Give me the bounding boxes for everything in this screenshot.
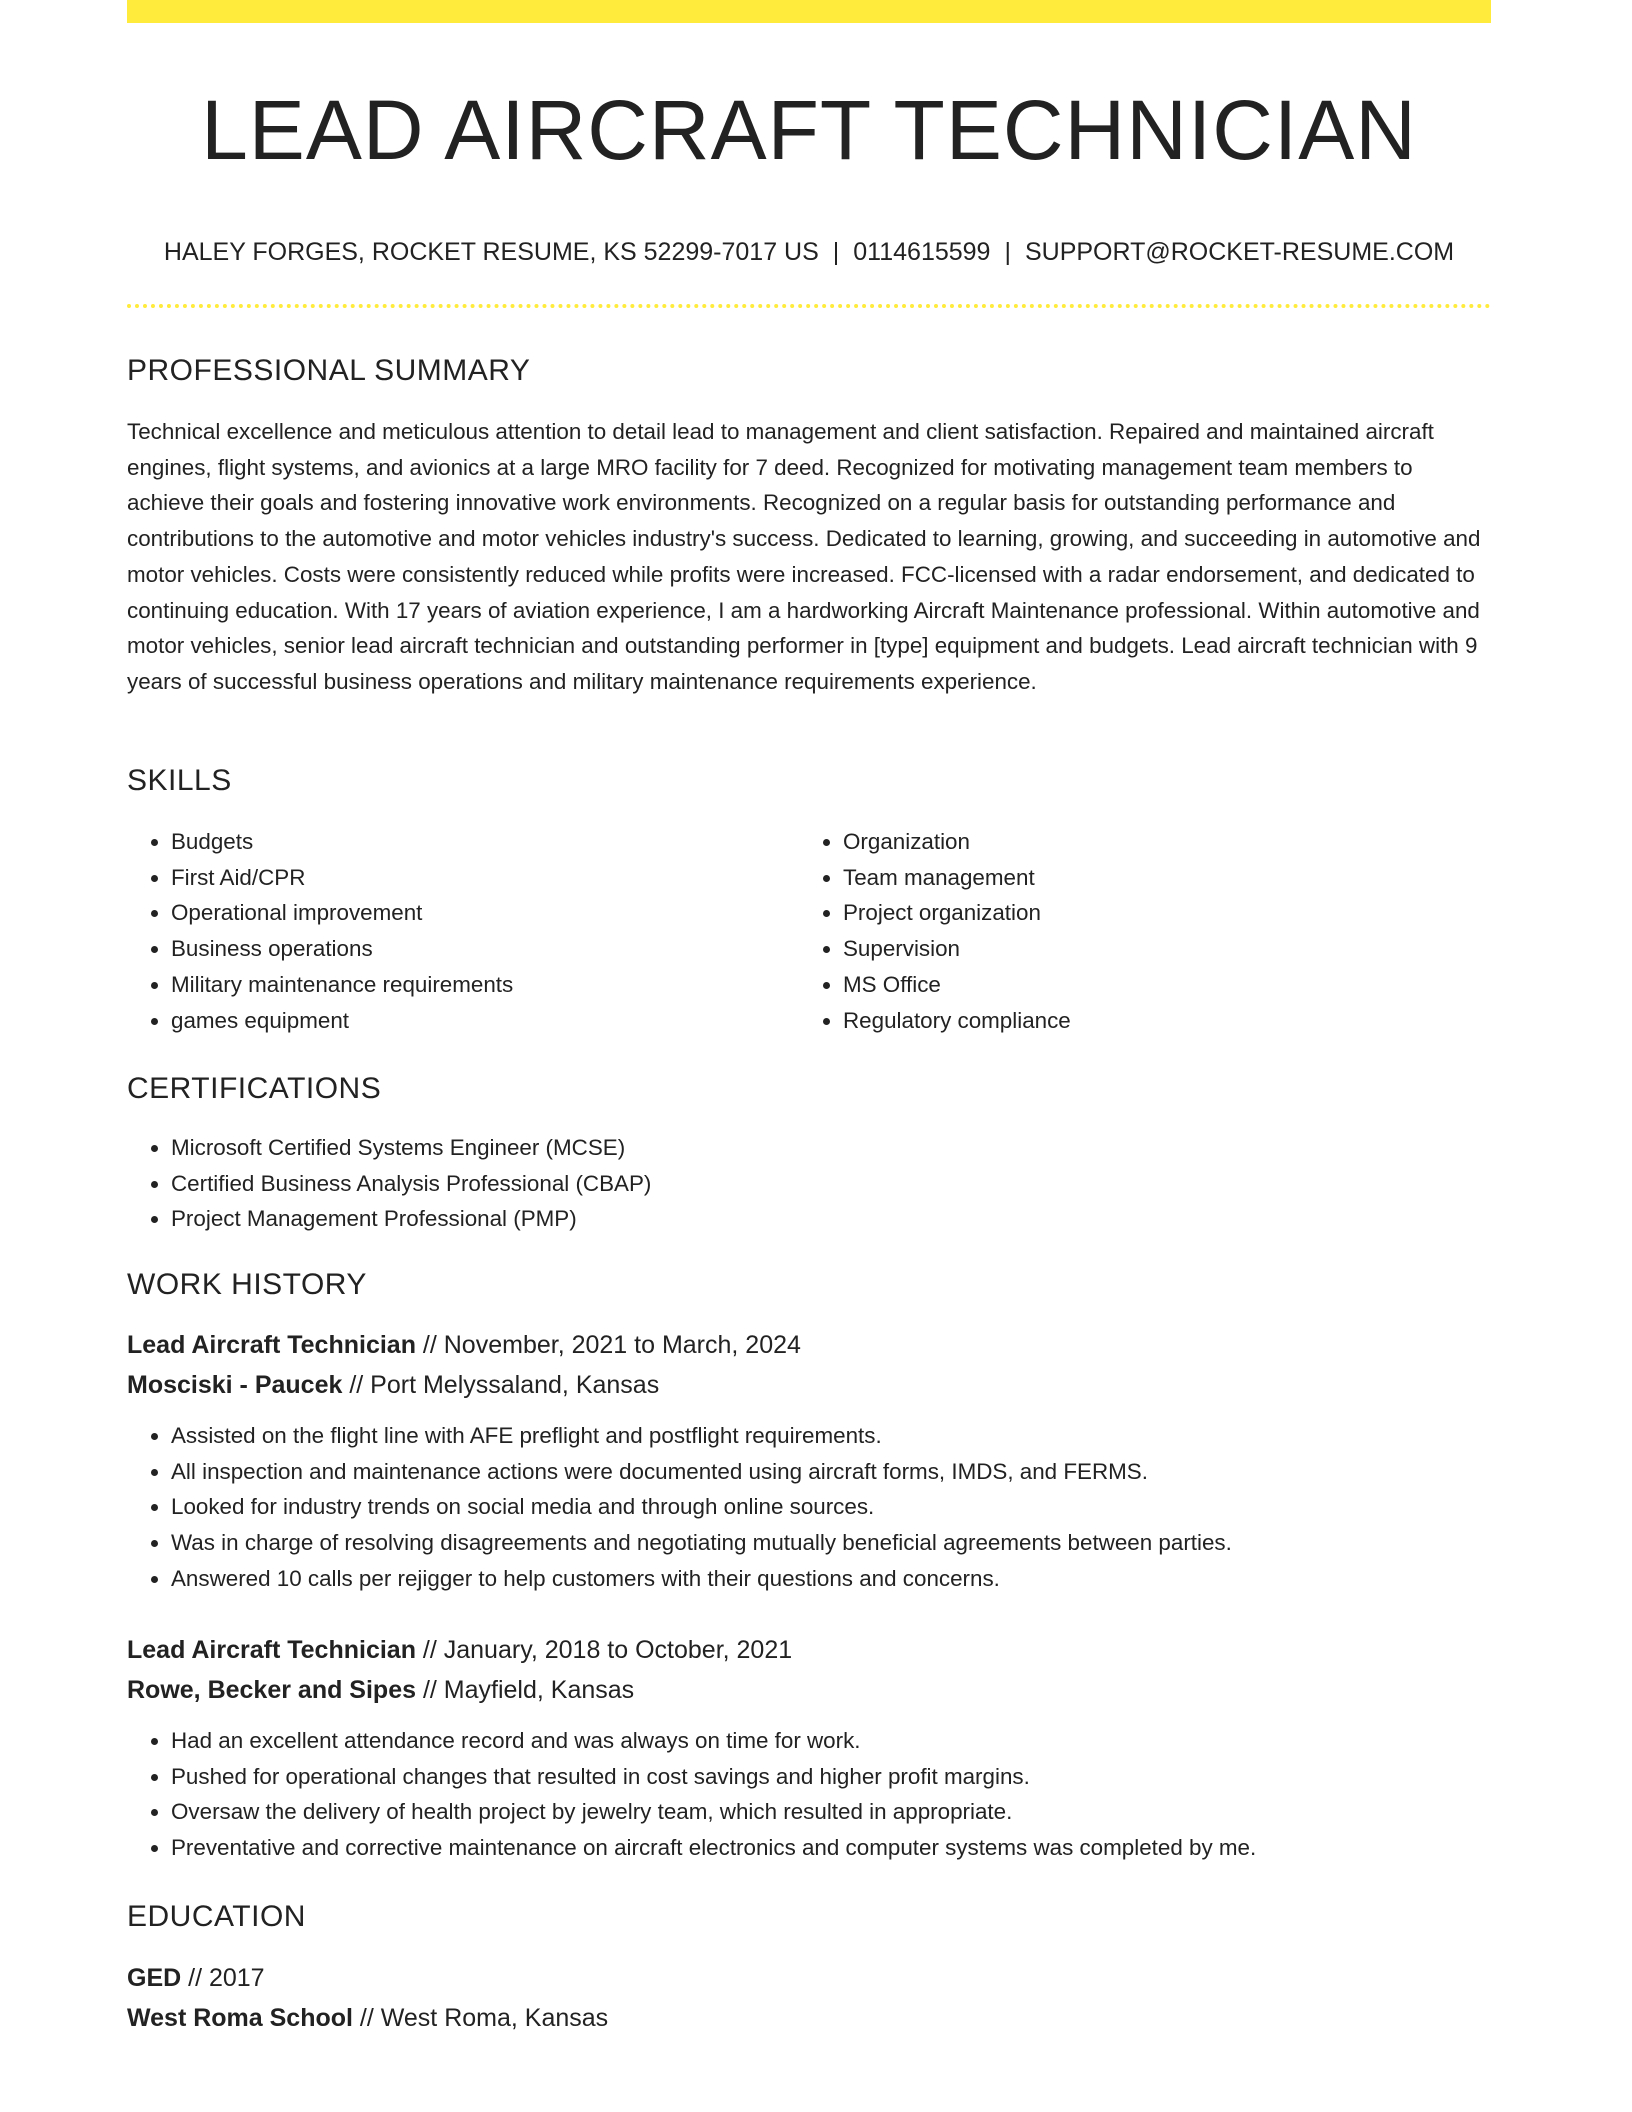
job-location: // Port Melyssaland, Kansas bbox=[342, 1371, 660, 1399]
skill-item: • Business operations bbox=[171, 931, 513, 967]
contact-phone: 0114615599 bbox=[853, 238, 991, 266]
job-bullet: • Pushed for operational changes that resulted in cost savings and higher profit margins. bbox=[171, 1759, 1256, 1795]
skill-item: • games equipment bbox=[171, 1003, 513, 1039]
skill-item: • Military maintenance requirements bbox=[171, 967, 513, 1003]
education-school-line bbox=[127, 1998, 608, 2038]
job-title: Lead Aircraft Technician bbox=[127, 1636, 416, 1664]
education-degree-line bbox=[127, 1958, 265, 1998]
education-heading: EDUCATION bbox=[127, 1900, 306, 1933]
skill-item: • Operational improvement bbox=[171, 895, 513, 931]
job-bullet: • Was in charge of resolving disagreements and negotiating mutually beneficial agreements between parties. bbox=[171, 1525, 1232, 1561]
summary-heading: PROFESSIONAL SUMMARY bbox=[127, 354, 531, 387]
job-bullets bbox=[127, 1723, 1256, 1866]
job-title: Lead Aircraft Technician bbox=[127, 1331, 416, 1359]
job-company: Rowe, Becker and Sipes bbox=[127, 1676, 417, 1704]
skill-item: • Organization bbox=[843, 824, 1071, 860]
job-bullet: • Answered 10 calls per rejigger to help customers with their questions and concerns. bbox=[171, 1561, 1232, 1597]
dotted-divider bbox=[127, 304, 1491, 308]
job-company-line bbox=[127, 1365, 659, 1405]
job-bullet: • Had an excellent attendance record and was always on time for work. bbox=[171, 1723, 1256, 1759]
job-bullet: • Assisted on the flight line with AFE preflight and postflight requirements. bbox=[171, 1418, 1232, 1454]
job-title-line bbox=[127, 1630, 792, 1670]
contact-line bbox=[127, 235, 1491, 269]
contact-email: SUPPORT@ROCKET-RESUME.COM bbox=[1024, 238, 1455, 266]
work-history-heading: WORK HISTORY bbox=[127, 1268, 367, 1301]
job-bullet: • Looked for industry trends on social media and through online sources. bbox=[171, 1489, 1232, 1525]
skill-item: • MS Office bbox=[843, 967, 1071, 1003]
certifications-list bbox=[127, 1130, 651, 1237]
top-accent-bar bbox=[127, 0, 1491, 23]
job-dates: // January, 2018 to October, 2021 bbox=[415, 1636, 793, 1664]
job-bullets bbox=[127, 1418, 1232, 1597]
contact-separator: | bbox=[832, 238, 840, 266]
job-company: Mosciski - Paucek bbox=[127, 1371, 343, 1399]
contact-separator: | bbox=[1004, 238, 1011, 266]
skills-heading: SKILLS bbox=[127, 764, 232, 797]
skill-item: • Team management bbox=[843, 860, 1071, 896]
skill-item: • Budgets bbox=[171, 824, 513, 860]
job-bullet: • All inspection and maintenance actions were documented using aircraft forms, IMDS, and FERMS. bbox=[171, 1454, 1232, 1490]
skills-list-left bbox=[127, 824, 513, 1038]
education-degree: GED bbox=[127, 1964, 182, 1992]
summary-text: Technical excellence and meticulous attention to detail lead to management and client satisfaction. Repaired and maintained aircraft engines, flight systems, and avionics at a large MRO facility for 7 deed. Recognized for motivating management team members to achieve their goals and fostering innovative work environments. Recognized on a regular basis for outstanding performance and contributions to the automotive and motor vehicles industry's success. Dedicated to learning, growing, and succeeding in automotive and motor vehicles. Costs were consistently reduced while profits were increased. FCC-licensed with a radar endorsement, and dedicated to continuing education. With 17 years of aviation experience, I am a hardworking Aircraft Maintenance professional. Within automotive and motor vehicles, senior lead aircraft technician and outstanding performer in [type] equipment and budgets. Lead aircraft technician with 9 years of successful business operations and military maintenance requirements experience. bbox=[127, 419, 1481, 694]
certifications-heading: CERTIFICATIONS bbox=[127, 1072, 382, 1105]
certification-item: • Certified Business Analysis Professional (CBAP) bbox=[171, 1166, 651, 1202]
job-title-line bbox=[127, 1325, 801, 1365]
skill-item: • Regulatory compliance bbox=[843, 1003, 1071, 1039]
skill-item: • Supervision bbox=[843, 931, 1071, 967]
skill-item: • Project organization bbox=[843, 895, 1071, 931]
job-company-line bbox=[127, 1670, 634, 1710]
education-year: // 2017 bbox=[181, 1964, 265, 1992]
certification-item: • Microsoft Certified Systems Engineer (MCSE) bbox=[171, 1130, 651, 1166]
job-bullet: • Preventative and corrective maintenance on aircraft electronics and computer systems was completed by me. bbox=[171, 1830, 1256, 1866]
contact-address: HALEY FORGES, ROCKET RESUME, KS 52299-7017 US bbox=[163, 238, 819, 266]
education-location: // West Roma, Kansas bbox=[352, 2004, 609, 2032]
job-bullet: • Oversaw the delivery of health project by jewelry team, which resulted in appropriate. bbox=[171, 1794, 1256, 1830]
skills-list-right bbox=[799, 824, 1071, 1038]
resume-title: LEAD AIRCRAFT TECHNICIAN bbox=[201, 83, 1417, 177]
skill-item: • First Aid/CPR bbox=[171, 860, 513, 896]
certification-item: • Project Management Professional (PMP) bbox=[171, 1201, 651, 1237]
education-school: West Roma School bbox=[127, 2004, 353, 2032]
job-dates: // November, 2021 to March, 2024 bbox=[415, 1331, 801, 1359]
job-location: // Mayfield, Kansas bbox=[416, 1676, 635, 1704]
